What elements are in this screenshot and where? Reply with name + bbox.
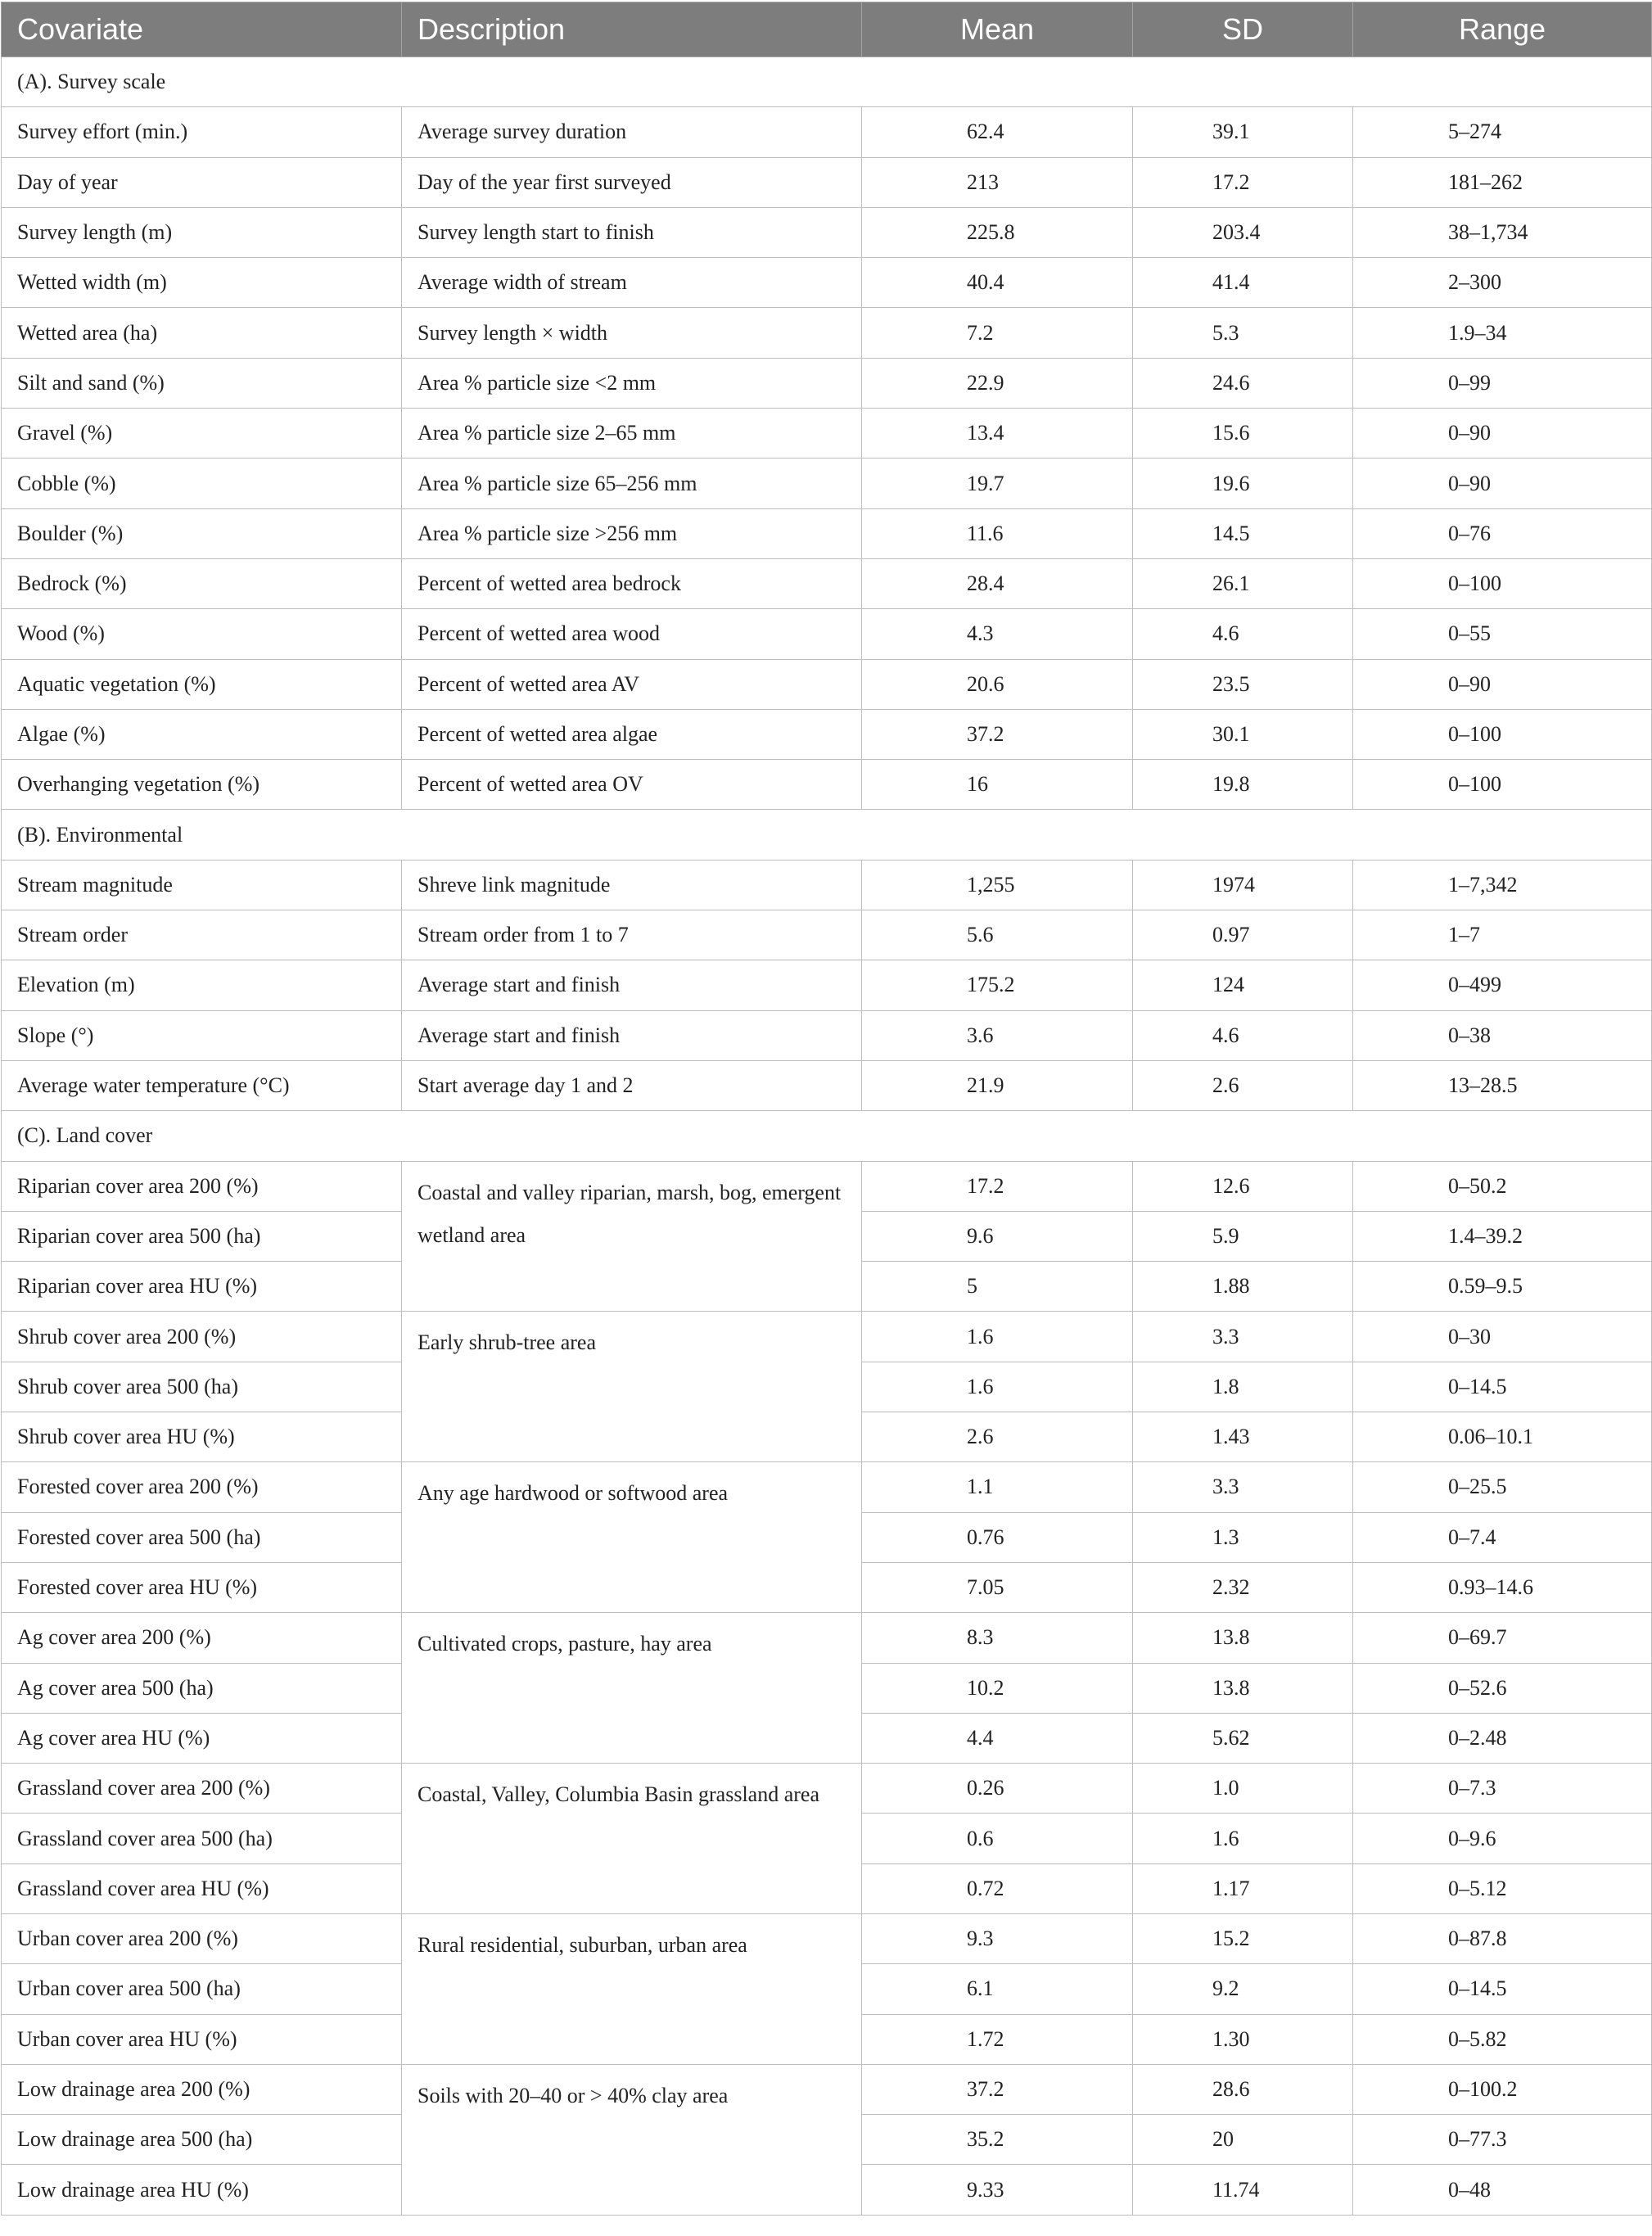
sd-cell: 17.2 [1133,157,1353,207]
mean-cell: 35.2 [862,2115,1133,2165]
sd-cell: 1.0 [1133,1764,1353,1814]
mean-cell: 5.6 [862,910,1133,960]
table-header [2,2,1652,57]
section-title: (B). Environmental [2,810,1652,860]
range-cell: 38–1,734 [1353,207,1652,257]
range-cell: 0–52.6 [1353,1663,1652,1713]
covariate-cell: Ag cover area HU (%) [2,1713,402,1763]
mean-cell: 11.6 [862,508,1133,558]
range-cell: 0–2.48 [1353,1713,1652,1763]
covariate-cell: Shrub cover area 500 (ha) [2,1362,402,1412]
sd-cell: 4.6 [1133,609,1353,659]
mean-cell: 8.3 [862,1613,1133,1663]
description-cell: Coastal, Valley, Columbia Basin grassland area [402,1764,862,1914]
table-row [2,1010,1652,1060]
sd-cell: 12.6 [1133,1161,1353,1211]
range-cell: 5–274 [1353,107,1652,157]
covariate-cell: Stream order [2,910,402,960]
header-covariate: Covariate [2,2,402,57]
sd-cell: 1.30 [1133,2014,1353,2064]
sd-cell: 5.3 [1133,308,1353,358]
covariate-cell: Algae (%) [2,709,402,759]
mean-cell: 17.2 [862,1161,1133,1211]
sd-cell: 1.17 [1133,1863,1353,1913]
mean-cell: 1.1 [862,1462,1133,1512]
sd-cell: 124 [1133,960,1353,1010]
mean-cell: 0.6 [862,1814,1133,1863]
table-row [2,1764,1652,1814]
mean-cell: 1.72 [862,2014,1133,2064]
sd-cell: 9.2 [1133,1964,1353,2014]
covariate-cell: Low drainage area 500 (ha) [2,2115,402,2165]
mean-cell: 175.2 [862,960,1133,1010]
description-cell: Any age hardwood or softwood area [402,1462,862,1613]
mean-cell: 225.8 [862,207,1133,257]
mean-cell: 40.4 [862,258,1133,308]
table-row [2,1462,1652,1512]
mean-cell: 62.4 [862,107,1133,157]
range-cell: 0–38 [1353,1010,1652,1060]
covariate-cell: Elevation (m) [2,960,402,1010]
mean-cell: 2.6 [862,1412,1133,1462]
sd-cell: 13.8 [1133,1663,1353,1713]
sd-cell: 1.3 [1133,1512,1353,1562]
section-row [2,810,1652,860]
range-cell: 0–48 [1353,2165,1652,2215]
table-row [2,458,1652,508]
range-cell: 13–28.5 [1353,1060,1652,1110]
sd-cell: 5.62 [1133,1713,1353,1763]
covariate-cell: Cobble (%) [2,458,402,508]
mean-cell: 37.2 [862,709,1133,759]
mean-cell: 1.6 [862,1362,1133,1412]
covariate-cell: Urban cover area 500 (ha) [2,1964,402,2014]
range-cell: 0–9.6 [1353,1814,1652,1863]
covariate-cell: Survey length (m) [2,207,402,257]
covariate-cell: Forested cover area HU (%) [2,1562,402,1612]
covariate-cell: Urban cover area HU (%) [2,2014,402,2064]
covariate-cell: Survey effort (min.) [2,107,402,157]
sd-cell: 15.2 [1133,1913,1353,1963]
range-cell: 0–90 [1353,409,1652,458]
covariate-cell: Low drainage area 200 (%) [2,2064,402,2114]
range-cell: 0–50.2 [1353,1161,1652,1211]
description-cell: Cultivated crops, pasture, hay area [402,1613,862,1764]
description-cell: Average start and finish [402,1010,862,1060]
covariate-cell: Riparian cover area 200 (%) [2,1161,402,1211]
mean-cell: 0.72 [862,1863,1133,1913]
table-row [2,860,1652,910]
table-body [2,57,1652,2216]
covariate-cell: Wood (%) [2,609,402,659]
sd-cell: 30.1 [1133,709,1353,759]
table-row [2,960,1652,1010]
table-row [2,1913,1652,1963]
range-cell: 0.06–10.1 [1353,1412,1652,1462]
range-cell: 0–5.82 [1353,2014,1652,2064]
sd-cell: 2.6 [1133,1060,1353,1110]
covariate-cell: Grassland cover area 500 (ha) [2,1814,402,1863]
mean-cell: 6.1 [862,1964,1133,2014]
table-row [2,659,1652,709]
description-cell: Area % particle size 2–65 mm [402,409,862,458]
description-cell: Soils with 20–40 or > 40% clay area [402,2064,862,2215]
sd-cell: 4.6 [1133,1010,1353,1060]
mean-cell: 4.3 [862,609,1133,659]
description-cell: Stream order from 1 to 7 [402,910,862,960]
covariate-cell: Riparian cover area 500 (ha) [2,1211,402,1261]
sd-cell: 1.88 [1133,1262,1353,1312]
description-cell: Shreve link magnitude [402,860,862,910]
mean-cell: 9.3 [862,1913,1133,1963]
section-row [2,57,1652,107]
covariate-cell: Grassland cover area HU (%) [2,1863,402,1913]
table-row [2,409,1652,458]
range-cell: 0–87.8 [1353,1913,1652,1963]
description-cell: Start average day 1 and 2 [402,1060,862,1110]
description-cell: Percent of wetted area wood [402,609,862,659]
range-cell: 0–5.12 [1353,1863,1652,1913]
covariate-cell: Wetted width (m) [2,258,402,308]
covariate-cell: Forested cover area 200 (%) [2,1462,402,1512]
table-row [2,558,1652,608]
range-cell: 0–90 [1353,659,1652,709]
section-title: (A). Survey scale [2,57,1652,107]
description-cell: Average width of stream [402,258,862,308]
range-cell: 0–499 [1353,960,1652,1010]
table-row [2,157,1652,207]
covariate-cell: Shrub cover area HU (%) [2,1412,402,1462]
sd-cell: 3.3 [1133,1312,1353,1362]
range-cell: 0–25.5 [1353,1462,1652,1512]
table-row [2,508,1652,558]
mean-cell: 28.4 [862,558,1133,608]
sd-cell: 39.1 [1133,107,1353,157]
table-row [2,1613,1652,1663]
covariate-cell: Ag cover area 200 (%) [2,1613,402,1663]
range-cell: 0–99 [1353,358,1652,408]
range-cell: 0.93–14.6 [1353,1562,1652,1612]
sd-cell: 3.3 [1133,1462,1353,1512]
description-cell: Rural residential, suburban, urban area [402,1913,862,2064]
sd-cell: 13.8 [1133,1613,1353,1663]
covariate-cell: Urban cover area 200 (%) [2,1913,402,1963]
mean-cell: 20.6 [862,659,1133,709]
description-cell: Survey length start to finish [402,207,862,257]
range-cell: 0.59–9.5 [1353,1262,1652,1312]
table-row [2,308,1652,358]
mean-cell: 7.05 [862,1562,1133,1612]
range-cell: 0–100 [1353,558,1652,608]
covariate-cell: Slope (°) [2,1010,402,1060]
description-cell: Percent of wetted area OV [402,760,862,810]
range-cell: 0–55 [1353,609,1652,659]
description-cell: Day of the year first surveyed [402,157,862,207]
covariate-cell: Bedrock (%) [2,558,402,608]
sd-cell: 2.32 [1133,1562,1353,1612]
sd-cell: 28.6 [1133,2064,1353,2114]
table-row [2,207,1652,257]
covariate-cell: Shrub cover area 200 (%) [2,1312,402,1362]
section-title: (C). Land cover [2,1111,1652,1161]
covariate-cell: Riparian cover area HU (%) [2,1262,402,1312]
covariate-cell: Forested cover area 500 (ha) [2,1512,402,1562]
mean-cell: 3.6 [862,1010,1133,1060]
mean-cell: 1,255 [862,860,1133,910]
range-cell: 0–7.3 [1353,1764,1652,1814]
covariate-cell: Day of year [2,157,402,207]
covariate-cell: Aquatic vegetation (%) [2,659,402,709]
mean-cell: 4.4 [862,1713,1133,1763]
header-range: Range [1353,2,1652,57]
table-row [2,358,1652,408]
sd-cell: 19.6 [1133,458,1353,508]
sd-cell: 5.9 [1133,1211,1353,1261]
sd-cell: 1.8 [1133,1362,1353,1412]
range-cell: 1–7,342 [1353,860,1652,910]
sd-cell: 11.74 [1133,2165,1353,2215]
sd-cell: 15.6 [1133,409,1353,458]
sd-cell: 203.4 [1133,207,1353,257]
table-row [2,910,1652,960]
range-cell: 0–100 [1353,760,1652,810]
sd-cell: 23.5 [1133,659,1353,709]
sd-cell: 1.43 [1133,1412,1353,1462]
description-cell: Average survey duration [402,107,862,157]
sd-cell: 14.5 [1133,508,1353,558]
table-row [2,1161,1652,1211]
covariate-cell: Boulder (%) [2,508,402,558]
sd-cell: 0.97 [1133,910,1353,960]
range-cell: 0–76 [1353,508,1652,558]
covariate-cell: Stream magnitude [2,860,402,910]
description-cell: Early shrub-tree area [402,1312,862,1462]
range-cell: 0–100.2 [1353,2064,1652,2114]
covariate-cell: Grassland cover area 200 (%) [2,1764,402,1814]
description-cell: Percent of wetted area AV [402,659,862,709]
sd-cell: 41.4 [1133,258,1353,308]
description-cell: Area % particle size >256 mm [402,508,862,558]
table-row [2,107,1652,157]
mean-cell: 7.2 [862,308,1133,358]
range-cell: 0–30 [1353,1312,1652,1362]
range-cell: 0–77.3 [1353,2115,1652,2165]
table-row [2,760,1652,810]
sd-cell: 24.6 [1133,358,1353,408]
sd-cell: 1.6 [1133,1814,1353,1863]
mean-cell: 16 [862,760,1133,810]
header-description: Description [402,2,862,57]
mean-cell: 19.7 [862,458,1133,508]
range-cell: 0–7.4 [1353,1512,1652,1562]
table-row [2,709,1652,759]
range-cell: 1.9–34 [1353,308,1652,358]
range-cell: 1–7 [1353,910,1652,960]
table-row [2,2064,1652,2114]
description-cell: Area % particle size 65–256 mm [402,458,862,508]
covariate-cell: Silt and sand (%) [2,358,402,408]
mean-cell: 22.9 [862,358,1133,408]
covariate-cell: Overhanging vegetation (%) [2,760,402,810]
range-cell: 1.4–39.2 [1353,1211,1652,1261]
section-row [2,1111,1652,1161]
description-cell: Coastal and valley riparian, marsh, bog, emergent wetland area [402,1161,862,1312]
mean-cell: 1.6 [862,1312,1133,1362]
mean-cell: 37.2 [862,2064,1133,2114]
covariate-table [1,2,1652,2216]
covariate-cell: Ag cover area 500 (ha) [2,1663,402,1713]
mean-cell: 213 [862,157,1133,207]
sd-cell: 26.1 [1133,558,1353,608]
header-sd: SD [1133,2,1353,57]
covariate-cell: Gravel (%) [2,409,402,458]
table-row [2,1312,1652,1362]
range-cell: 0–14.5 [1353,1362,1652,1412]
range-cell: 0–69.7 [1353,1613,1652,1663]
header-row [2,2,1652,57]
sd-cell: 1974 [1133,860,1353,910]
covariate-cell: Wetted area (ha) [2,308,402,358]
range-cell: 2–300 [1353,258,1652,308]
mean-cell: 0.76 [862,1512,1133,1562]
range-cell: 0–90 [1353,458,1652,508]
mean-cell: 9.33 [862,2165,1133,2215]
mean-cell: 9.6 [862,1211,1133,1261]
description-cell: Survey length × width [402,308,862,358]
range-cell: 0–14.5 [1353,1964,1652,2014]
range-cell: 181–262 [1353,157,1652,207]
header-mean: Mean [862,2,1133,57]
covariate-cell: Average water temperature (°C) [2,1060,402,1110]
sd-cell: 19.8 [1133,760,1353,810]
covariate-cell: Low drainage area HU (%) [2,2165,402,2215]
description-cell: Percent of wetted area bedrock [402,558,862,608]
mean-cell: 5 [862,1262,1133,1312]
sd-cell: 20 [1133,2115,1353,2165]
mean-cell: 10.2 [862,1663,1133,1713]
description-cell: Average start and finish [402,960,862,1010]
table-row [2,609,1652,659]
mean-cell: 0.26 [862,1764,1133,1814]
mean-cell: 13.4 [862,409,1133,458]
table-row [2,258,1652,308]
range-cell: 0–100 [1353,709,1652,759]
description-cell: Percent of wetted area algae [402,709,862,759]
description-cell: Area % particle size <2 mm [402,358,862,408]
table-row [2,1060,1652,1110]
mean-cell: 21.9 [862,1060,1133,1110]
